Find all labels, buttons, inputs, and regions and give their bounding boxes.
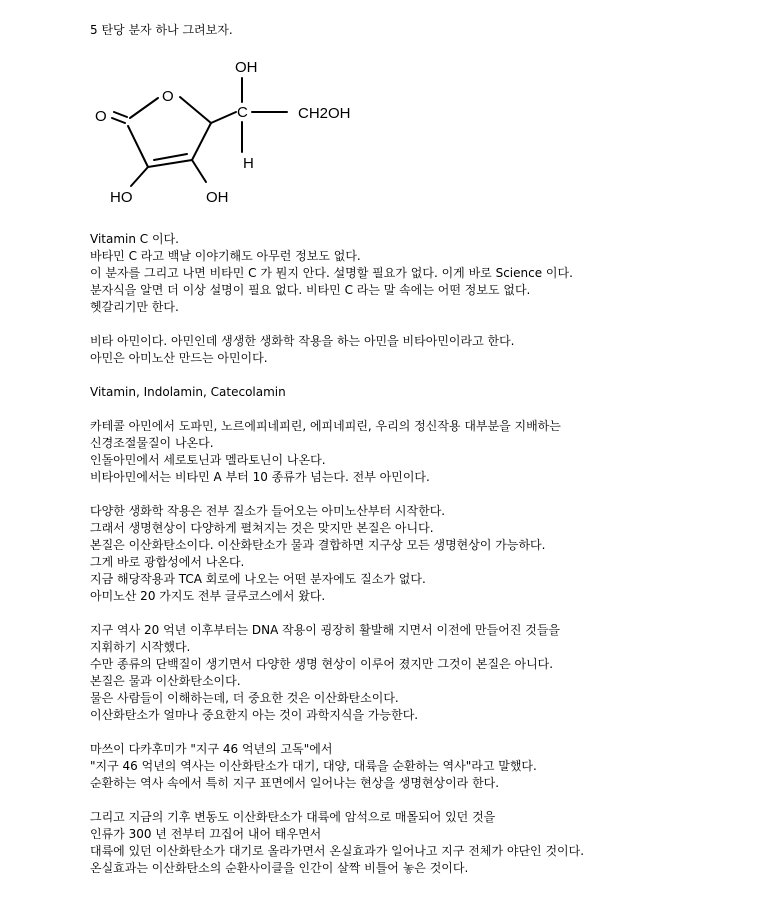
article-body [90,231,750,877]
text-line: 그게 바로 광합성에서 나온다. [90,555,245,569]
text-line: 지구 역사 20 억년 이후부터는 DNA 작용이 굉장히 활발해 지면서 이전에 만들어진 것들을 [90,623,561,637]
text-line: 바타민 C 라고 백날 이야기해도 아무런 정보도 없다. [90,249,361,263]
text-line: 지휘하기 시작했다. [90,640,191,654]
text-line: 비타 아민이다. 아민인데 생생한 생화학 작용을 하는 아민을 비타아민이라고 한다. [90,334,515,348]
text-line: "지구 46 억년의 역사는 이산화탄소가 대기, 대양, 대륙을 순환하는 역사"라고 말했다. [90,759,537,773]
paragraph [90,418,750,486]
paragraph [90,622,750,724]
text-line: 대륙에 있던 이산화탄소가 대기로 올라가면서 온실효과가 일어나고 지구 전체가 야단인 것이다. [90,844,585,858]
text-line: 그래서 생명현상이 다양하게 펼쳐지는 것은 맞지만 본질은 아니다. [90,521,434,535]
side-group-label: CH2OH [298,105,351,122]
top-hydroxyl-label: OH [235,59,258,76]
paragraph [90,384,750,401]
text-line: 본질은 물과 이산화탄소이다. [90,674,241,688]
paragraph [90,231,750,316]
carbonyl-oxygen-label: O [95,108,107,125]
heading-text: 5 탄당 분자 하나 그려보자. [90,23,233,37]
right-hydroxyl-label: OH [206,189,229,206]
bond-c1-carbonyl-a [114,112,127,117]
text-line: 헷갈리기만 한다. [90,300,179,314]
text-line: 수만 종류의 단백질이 생기면서 다양한 생명 현상이 이루어 졌지만 그것이 본질은 아니다. [90,657,554,671]
bond-ringO-c1 [130,98,158,118]
text-line: 카테콜 아민에서 도파민, 노르에피네피린, 에피네피린, 우리의 정신작용 대부분을 지배하는 [90,419,561,433]
paragraph [90,809,750,877]
text-line: 인돌아민에서 세로토닌과 멜라토닌이 나온다. [90,453,326,467]
text-line: 다양한 생화학 작용은 전부 질소가 들어오는 아미노산부터 시작한다. [90,504,446,518]
text-line: 신경조절물질이 나온다. [90,436,214,450]
paragraph [90,333,750,367]
text-line: 아미노산 20 가지도 전부 글루코스에서 왔다. [90,589,326,603]
text-line: 그리고 지금의 기후 변동도 이산화탄소가 대륙에 암석으로 매몰되어 있던 것을 [90,810,496,824]
ring-oxygen-label: O [162,88,174,105]
text-line: 비타아민에서는 비타민 A 부터 10 종류가 넘는다. 전부 아민이다. [90,470,430,484]
text-line: 물은 사람들이 이해하는데, 더 중요한 것은 이산화탄소이다. [90,691,399,705]
text-line: 마쓰이 다카후미가 "지구 46 억년의 고독"에서 [90,742,333,756]
text-line: Vitamin C 이다. [90,232,179,246]
paragraph [90,503,750,605]
bond-c2-c3-double [154,154,187,160]
hydrogen-label: H [243,155,254,172]
bond-c3-oh [192,160,206,182]
text-line: 온실효과는 이산화탄소의 순환사이클을 인간이 살짝 비틀어 놓은 것이다. [90,861,469,875]
text-line: 이산화탄소가 얼마나 중요한지 아는 것이 과학지식을 가능한다. [90,708,419,722]
text-line: 본질은 이산화탄소이다. 이산화탄소가 물과 결합하면 지구상 모든 생명현상이 가능하다. [90,538,546,552]
bond-c2-oh [131,167,148,186]
bond-c3-c4 [192,123,211,160]
text-line: 분자식을 알면 더 이상 설명이 필요 없다. 비타민 C 라는 말 속에는 어떤 정보도 없다. [90,283,531,297]
bond-c4-c5 [211,112,236,123]
bond-c4-ringO [180,97,211,123]
text-line: Vitamin, Indolamin, Catecolamin [90,385,286,399]
text-line: 순환하는 역사 속에서 특히 지구 표면에서 일어나는 현상을 생명현상이라 한다. [90,776,500,790]
c5-carbon-label: C [237,104,248,121]
bond-c1-c2 [128,126,148,167]
left-hydroxyl-label: HO [110,189,133,206]
bond-c1-carbonyl-b [112,118,125,123]
paragraph [90,741,750,792]
text-line: 지금 해당작용과 TCA 회로에 나오는 어떤 분자에도 질소가 없다. [90,572,426,586]
text-line: 인류가 300 년 전부터 끄집어 내어 태우면서 [90,827,322,841]
bond-c2-c3 [148,160,192,167]
vitamin-c-structure-diagram [80,50,380,220]
text-line: 아민은 아미노산 만드는 아민이다. [90,351,268,365]
text-line: 이 분자를 그리고 나면 비타민 C 가 뭔지 안다. 설명할 필요가 없다. 이게 바로 Science 이다. [90,266,573,280]
